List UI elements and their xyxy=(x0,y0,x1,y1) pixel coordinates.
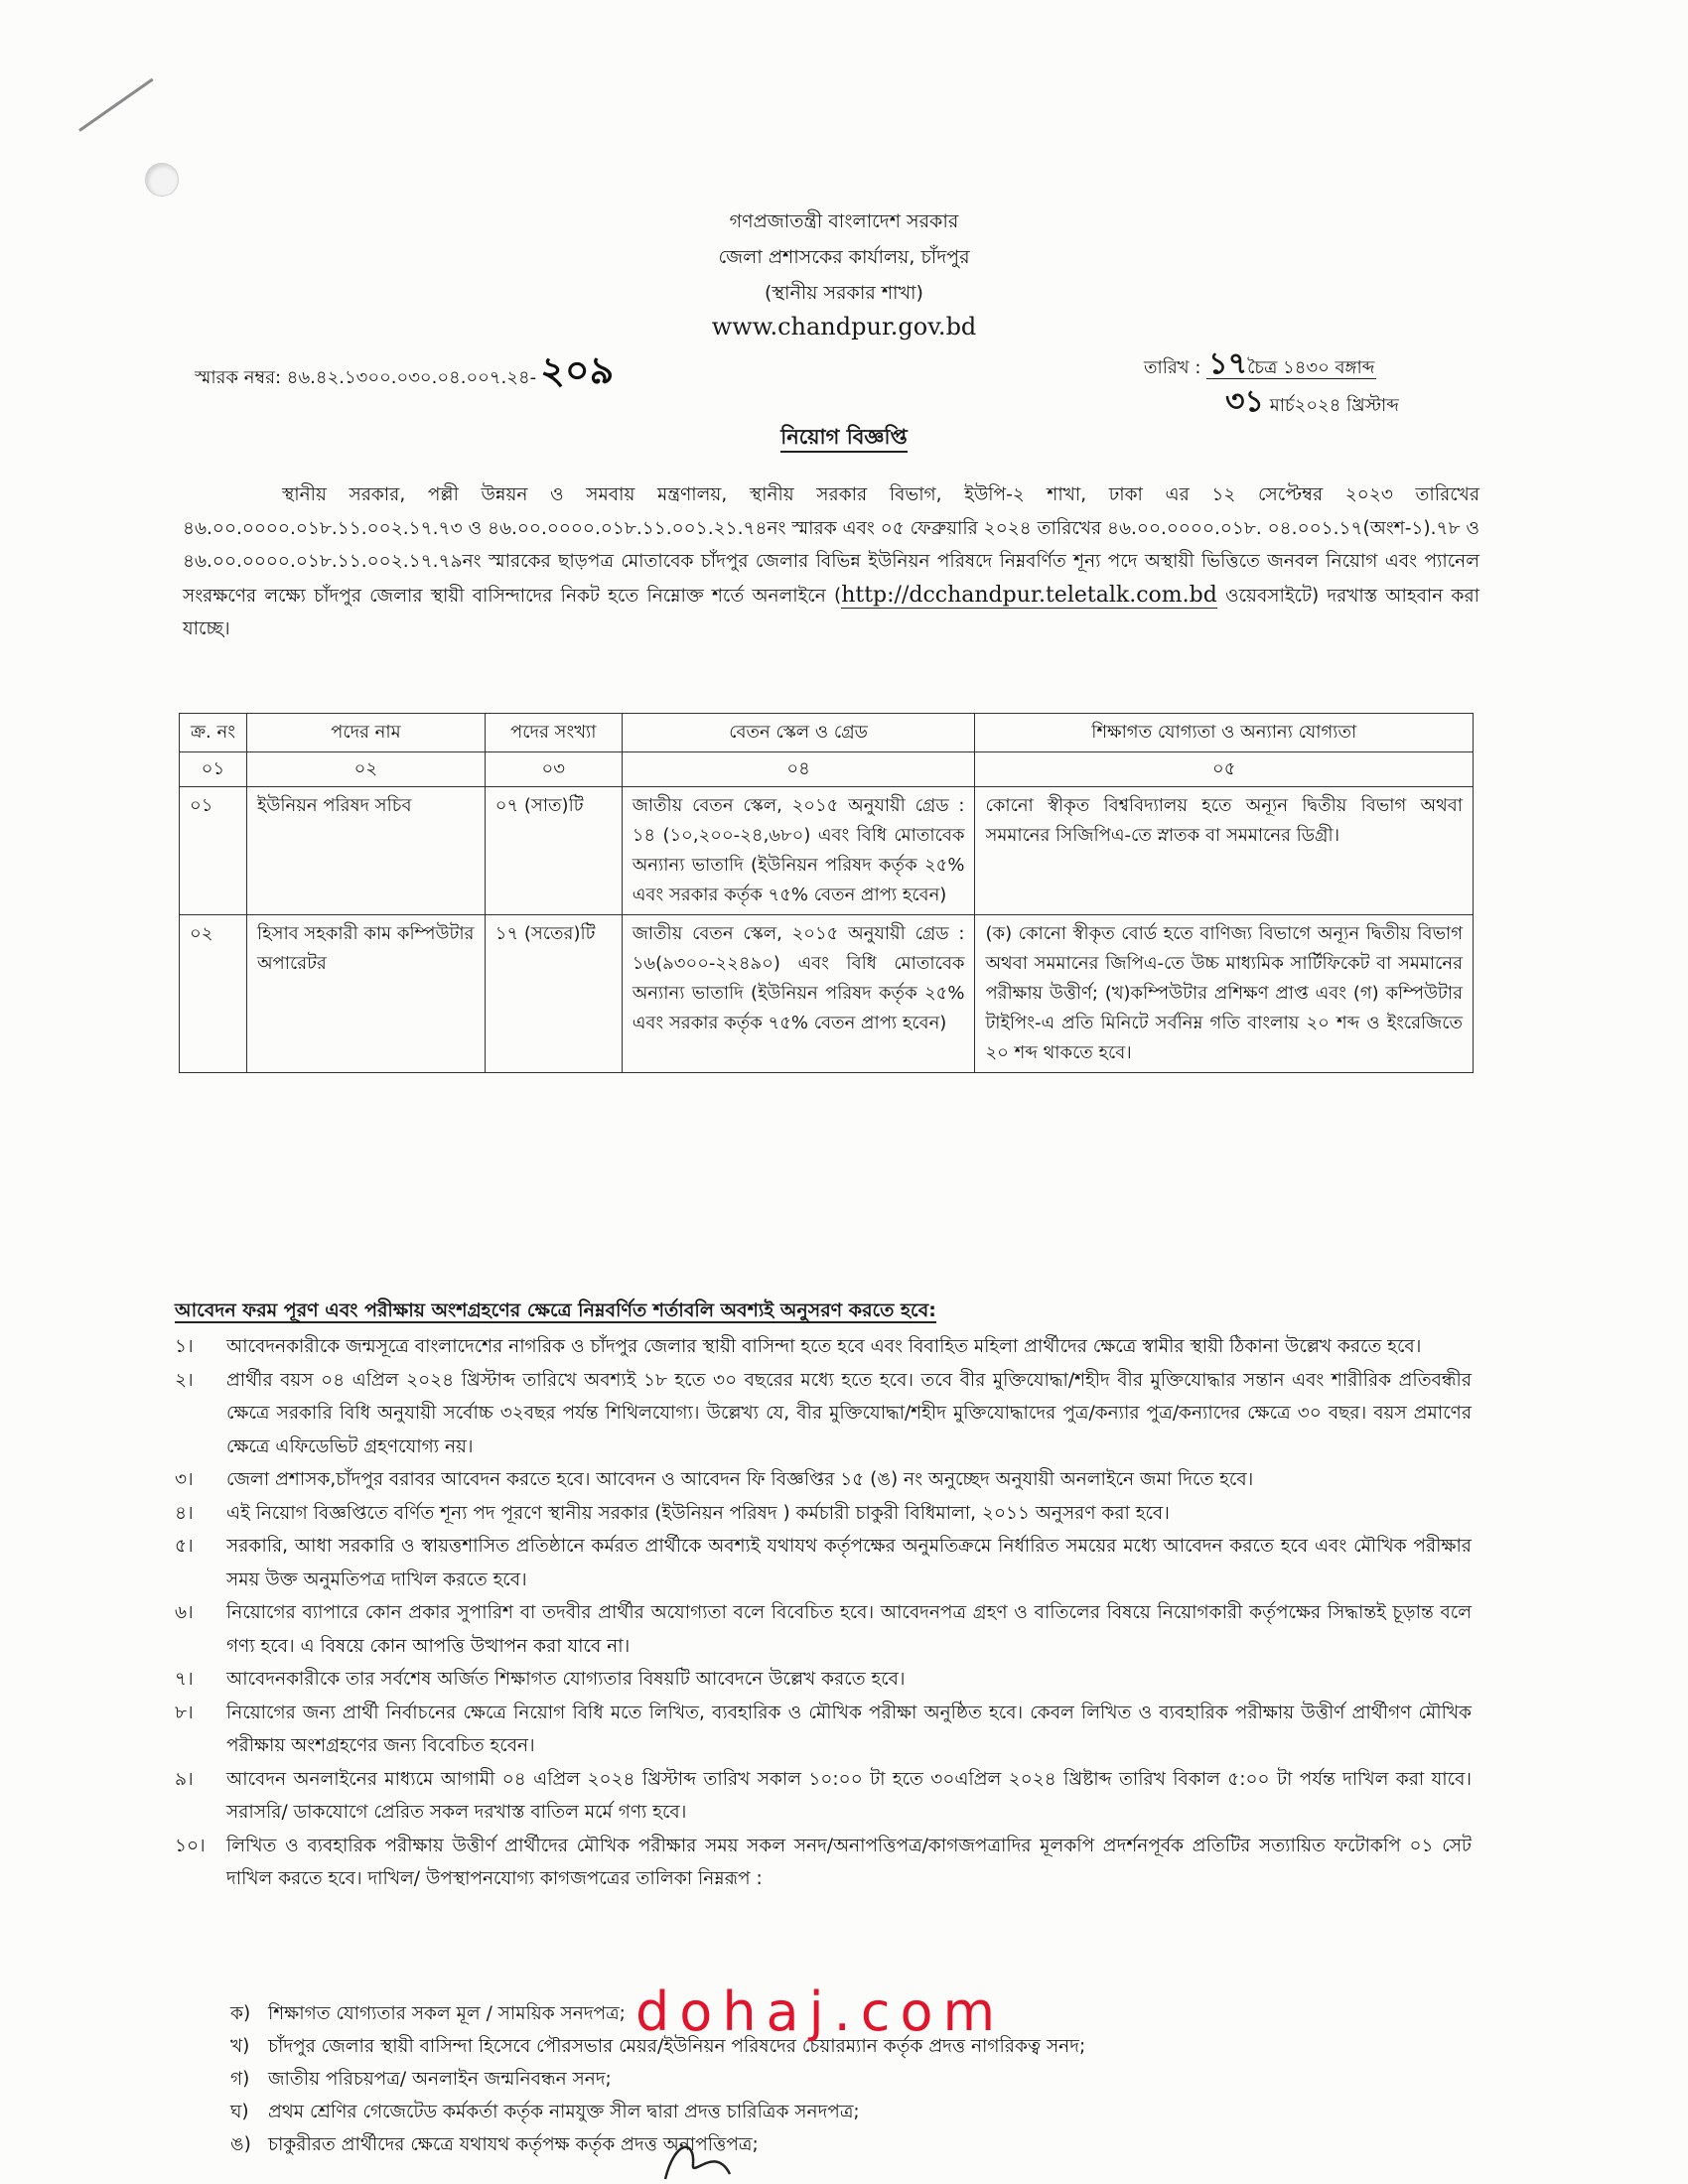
list-item xyxy=(175,1330,1472,1364)
item-letter: খ) xyxy=(230,2036,250,2057)
item-number: ৩। xyxy=(175,1469,194,1490)
item-text: এই নিয়োগ বিজ্ঞপ্তিতে বর্ণিত শূন্য পদ পূরণে স্থানীয় সরকার (ইউনিয়ন পরিষদ ) কর্মচারী চাকুরী বিধিমালা, ২০১১ অনুসরণ করা হবে। xyxy=(226,1502,1170,1524)
list-item xyxy=(175,1364,1472,1464)
header-branch: (স্থানীয় সরকার শাখা) xyxy=(765,282,923,304)
header-count: পদের সংখ্যা xyxy=(485,714,622,752)
item-number: ৯। xyxy=(175,1768,194,1790)
website-text: www.chandpur.gov.bd xyxy=(711,313,977,341)
list-item xyxy=(175,1463,1472,1497)
memo-handwritten-number: ২০৯ xyxy=(540,347,615,392)
table-column-number-row xyxy=(180,752,1474,787)
header-qualification: শিক্ষাগত যোগ্যতা ও অন্যান্য যোগ্যতা xyxy=(975,714,1474,752)
row-post: ইউনিয়ন পরিষদ সচিব xyxy=(246,787,485,915)
watermark: dohaj.com xyxy=(635,1980,1006,2043)
date-hand-day-bangla: ১৭ xyxy=(1208,346,1248,381)
row-serial: ০১ xyxy=(180,787,247,915)
intro-text-end: ওয়েবসাইটে) দরখাস্ত আহবান করা যাচ্ছে। xyxy=(183,585,1480,639)
intro-text: স্থানীয় সরকার, পল্লী উন্নয়ন ও সমবায় মন্ত্রণালয়, স্থানীয় সরকার বিভাগ, ইউপি-২ শাখা, ঢাকা এর ১২ সেপ্টেম্বর ২০২৩ তারিখের ৪৬.০০.০০০০.০১৮.১১.০০২.১৭.৭৩ ও ৪৬.০০.০০০০.০১৮.১১.০০১.২১.৭৪নং স্মারক এবং ০৫ ফেব্রুয়ারি ২০২৪ তারিখের ৪৬.০০.০০০০.০১৮. ০৪.০০১.১৭(অংশ-১).৭৮ ও ৪৬.০০.০০০০.০১৮.১১.০০২.১৭.৭৯নং স্মারকের ছাড়পত্র মোতাবেক চাঁদপুর জেলার বিভিন্ন ইউনিয়ন পরিষদে নিম্নবর্ণিত শূন্য পদে অস্থায়ী ভিত্তিতে জনবল নিয়োগ এবং প্যানেল সংরক্ষণের লক্ষ্যে চাঁদপুর জেলার স্থায়ী বাসিন্দাদের নিকট হতে নিম্নোক্ত শর্তে অনলাইনে ( xyxy=(183,484,1479,607)
col-number: ০৪ xyxy=(622,752,975,787)
row-count: ০৭ (সাত)টি xyxy=(485,787,622,915)
item-text: লিখিত ও ব্যবহারিক পরীক্ষায় উত্তীর্ণ প্রার্থীদের মৌখিক পরীক্ষার সময় সকল সনদ/অনাপত্তিপত্র/কাগজপত্রাদির মূলকপি প্রদর্শনপূর্বক প্রতিটির সত্যায়িত ফটোকপি ০১ সেট দাখিল করতে হবে। দাখিল/ উপস্থাপনযোগ্য কাগজপত্রের তালিকা নিম্নরূপ : xyxy=(226,1835,1472,1889)
header-website xyxy=(0,312,1688,343)
notice-title xyxy=(0,421,1688,456)
conditions-list xyxy=(175,1330,1472,1896)
table-row xyxy=(180,787,1474,915)
signature-mark xyxy=(655,2134,745,2184)
item-text: নিয়োগের জন্য প্রার্থী নির্বাচনের ক্ষেত্রে নিয়োগ বিধি মতে লিখিত, ব্যবহারিক ও মৌখিক পরীক্ষা অনুষ্ঠিত হবে। কেবল লিখিত ও ব্যবহারিক পরীক্ষায় উত্তীর্ণ প্রার্থীগণ মৌখিক পরীক্ষায় অংশগ্রহণের জন্য বিবেচিত হবেন। xyxy=(226,1702,1472,1756)
list-item xyxy=(175,1596,1472,1663)
conditions-heading-text: আবেদন ফরম পূরণ এবং পরীক্ষায় অংশগ্রহণের ক্ষেত্রে নিম্নবর্ণিত শর্তাবলি অবশ্যই অনুসরণ করতে হবে: xyxy=(175,1299,936,1321)
item-number: ৬। xyxy=(175,1602,194,1623)
row-pay: জাতীয় বেতন স্কেল, ২০১৫ অনুযায়ী গ্রেড : ১৪ (১০,২০০-২৪,৬৮০) এবং বিধি মোতাবেক অন্যান্য ভাতাদি (ইউনিয়ন পরিষদ কর্তৃক ২৫% এবং সরকার কর্তৃক ৭৫% বেতন প্রাপ্য হবেন) xyxy=(622,787,975,915)
notice-title-text: নিয়োগ বিজ্ঞপ্তি xyxy=(780,425,908,453)
memo-label: স্মারক নম্বর: ৪৬.৪২.১৩০০.০৩০.০৪.০০৭.২৪- xyxy=(195,367,537,388)
date-hand-day-english: ৩১ xyxy=(1225,384,1264,419)
list-item xyxy=(230,2063,1422,2096)
item-text: নিয়োগের ব্যাপারে কোন প্রকার সুপারিশ বা তদবীর প্রার্থীর অযোগ্যতা বলে বিবেচিত হবে। আবেদনপত্র গ্রহণ ও বাতিলের বিষয়ে নিয়োগকারী কর্তৃপক্ষের সিদ্ধান্তই চূড়ান্ত বলে গণ্য হবে। এ বিষয়ে কোন আপত্তি উত্থাপন করা যাবে না। xyxy=(226,1602,1472,1657)
item-letter: ক) xyxy=(230,2003,251,2024)
item-text: আবেদনকারীকে জন্মসূত্রে বাংলাদেশের নাগরিক ও চাঁদপুর জেলার স্থায়ী বাসিন্দা হতে হবে এবং বিবাহিত মহিলা প্রার্থীদের ক্ষেত্রে স্বামীর স্থায়ী ঠিকানা উল্লেখ করতে হবে। xyxy=(226,1336,1422,1357)
header-post: পদের নাম xyxy=(246,714,485,752)
col-number: ০৫ xyxy=(975,752,1474,787)
col-number: ০১ xyxy=(180,752,247,787)
header-serial: ক্র. নং xyxy=(180,714,247,752)
row-qualification: কোনো স্বীকৃত বিশ্ববিদ্যালয় হতে অন্যূন দ্বিতীয় বিভাগ অথবা সমমানের সিজিপিএ-তে স্নাতক বা সমমানের ডিগ্রী। xyxy=(975,787,1474,915)
item-letter: ঘ) xyxy=(230,2102,249,2122)
col-number: ০২ xyxy=(246,752,485,787)
row-pay: জাতীয় বেতন স্কেল, ২০১৫ অনুযায়ী গ্রেড : ১৬(৯৩০০-২২৪৯০) এবং বিধি মোতাবেক অন্যান্য ভাতাদি (ইউনিয়ন পরিষদ কর্তৃক ২৫% এবং সরকার কর্তৃক ৭৫% বেতন প্রাপ্য হবেন) xyxy=(622,915,975,1073)
date-bangla: চৈত্র ১৪৩০ বঙ্গাব্দ xyxy=(1247,357,1375,378)
list-item xyxy=(175,1763,1472,1830)
item-text: শিক্ষাগত যোগ্যতার সকল মূল / সাময়িক সনদপত্র; xyxy=(268,2003,626,2024)
item-number: ১। xyxy=(175,1336,194,1357)
item-number: ৪। xyxy=(175,1502,194,1524)
item-number: ৭। xyxy=(175,1669,194,1690)
item-text: জাতীয় পরিচয়পত্র/ অনলাইন জন্মনিবন্ধন সনদ; xyxy=(268,2069,612,2090)
scratch-mark xyxy=(78,78,153,132)
header-pay: বেতন স্কেল ও গ্রেড xyxy=(622,714,975,752)
date-label: তারিখ : xyxy=(1144,357,1201,378)
list-item xyxy=(175,1830,1472,1896)
application-url-link[interactable]: http://dcchandpur.teletalk.com.bd xyxy=(841,582,1217,608)
row-qualification: (ক) কোনো স্বীকৃত বোর্ড হতে বাণিজ্য বিভাগে অন্যূন দ্বিতীয় বিভাগ অথবা সমমানের জিপিএ-তে উচ্চ মাধ্যমিক সার্টিফিকেট বা সমমানের পরীক্ষায় উত্তীর্ণ; (খ)কম্পিউটার প্রশিক্ষণ প্রাপ্ত এবং (গ) কম্পিউটার টাইপিং-এ প্রতি মিনিটে সর্বনিম্ন গতি বাংলায় ২০ শব্দ ও ইংরেজিতে ২০ শব্দ থাকতে হবে। xyxy=(975,915,1474,1073)
item-number: ২। xyxy=(175,1369,194,1391)
item-text: আবেদন অনলাইনের মাধ্যমে আগামী ০৪ এপ্রিল ২০২৪ খ্রিস্টাব্দ তারিখ সকাল ১০:০০ টা হতে ৩০এপ্রিল ২০২৪ খ্রিষ্টাব্দ তারিখ বিকাল ৫:০০ টা পর্যন্ত দাখিল করা যাবে। সরাসরি/ ডাকযোগে প্রেরিত সকল দরখাস্ত বাতিল মর্মে গণ্য হবে। xyxy=(226,1768,1472,1823)
item-text: প্রথম শ্রেণির গেজেটেড কর্মকর্তা কর্তৃক নামযুক্ত সীল দ্বারা প্রদত্ত চারিত্রিক সনদপত্র; xyxy=(268,2102,860,2122)
item-text: জেলা প্রশাসক,চাঁদপুর বরাবর আবেদন করতে হবে। আবেদন ও আবেদন ফি বিজ্ঞপ্তির ১৫ (ঙ) নং অনুচ্ছেদ অনুযায়ী অনলাইনে জমা দিতে হবে। xyxy=(226,1469,1254,1490)
row-post: হিসাব সহকারী কাম কম্পিউটার অপারেটর xyxy=(246,915,485,1073)
list-item xyxy=(175,1530,1472,1596)
item-text: প্রার্থীর বয়স ০৪ এপ্রিল ২০২৪ খ্রিস্টাব্দ তারিখে অবশ্যই ১৮ হতে ৩০ বছরের মধ্যে হতে হবে। তবে বীর মুক্তিযোদ্ধা/শহীদ বীর মুক্তিযোদ্ধার সন্তান এবং শারীরিক প্রতিবন্ধীর ক্ষেত্রে সরকারি বিধি অনুযায়ী সর্বোচ্চ ৩২বছর পর্যন্ত শিথিলযোগ্য। উল্লেখ্য যে, বীর মুক্তিযোদ্ধা/শহীদ মুক্তিযোদ্ধাদের পুত্র/কন্যার পুত্র/কন্যাদের ক্ষেত্রে ৩০ বছর। বয়স প্রমাণের ক্ষেত্রে এফিডেভিট গ্রহণযোগ্য নয়। xyxy=(226,1369,1472,1457)
col-number: ০৩ xyxy=(485,752,622,787)
item-text: চাকুরীরত প্রার্থীদের ক্ষেত্রে যথাযথ কর্তৃপক্ষ কর্তৃক প্রদত্ত অনাপত্তিপত্র; xyxy=(268,2134,759,2155)
list-item xyxy=(175,1697,1472,1763)
item-text: আবেদনকারীকে তার সর্বশেষ অর্জিত শিক্ষাগত যোগ্যতার বিষয়টি আবেদনে উল্লেখ করতে হবে। xyxy=(226,1669,906,1690)
row-count: ১৭ (সতের)টি xyxy=(485,915,622,1073)
list-item xyxy=(230,2128,1422,2161)
list-item xyxy=(175,1663,1472,1697)
item-letter: ঙ) xyxy=(230,2134,251,2155)
item-number: ৫। xyxy=(175,1536,194,1557)
list-item xyxy=(230,2096,1422,2128)
date-english: মার্চ২০২৪ খ্রিস্টাব্দ xyxy=(1269,395,1399,416)
punch-hole xyxy=(145,163,179,197)
header-govt: গণপ্রজাতন্ত্রী বাংলাদেশ সরকার xyxy=(729,210,959,232)
date-block xyxy=(1144,347,1399,423)
item-letter: গ) xyxy=(230,2069,250,2090)
item-number: ১০। xyxy=(175,1835,206,1856)
table-row xyxy=(180,915,1474,1073)
job-table xyxy=(179,713,1474,1073)
header-office: জেলা প্রশাসকের কার্যালয়, চাঁদপুর xyxy=(718,246,970,268)
item-number: ৮। xyxy=(175,1702,194,1723)
intro-paragraph xyxy=(183,478,1479,646)
item-text: চাঁদপুর জেলার স্থায়ী বাসিন্দা হিসেবে পৌরসভার মেয়র/ইউনিয়ন পরিষদের চেয়ারম্যান কর্তৃক প্রদত্ত নাগরিকত্ব সনদ; xyxy=(268,2036,1086,2057)
list-item xyxy=(175,1497,1472,1531)
memo-number xyxy=(195,341,614,405)
conditions-heading xyxy=(175,1297,936,1328)
item-text: সরকারি, আধা সরকারি ও স্বায়ত্তশাসিত প্রতিষ্ঠানে কর্মরত প্রার্থীকে অবশ্যই যথাযথ কর্তৃপক্ষের অনুমতিক্রমে নির্ধারিত সময়ের মধ্যে আবেদন করতে হবে এবং মৌখিক পরীক্ষার সময় উক্ত অনুমতিপত্র দাখিল করতে হবে। xyxy=(226,1536,1472,1590)
row-serial: ০২ xyxy=(180,915,247,1073)
table-header-row xyxy=(180,714,1474,752)
